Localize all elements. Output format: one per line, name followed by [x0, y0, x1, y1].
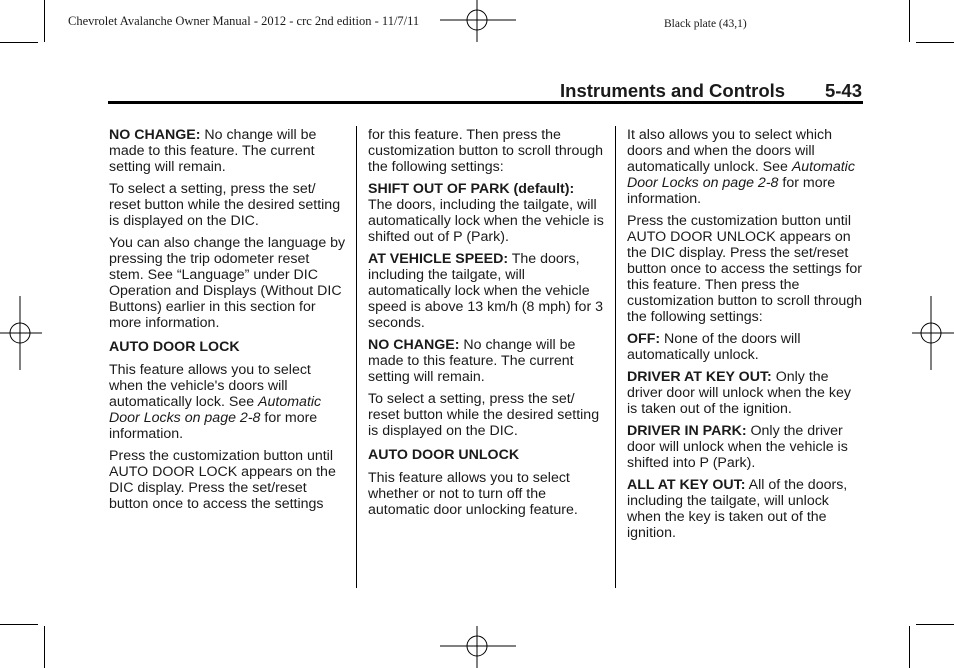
manual-info: Chevrolet Avalanche Owner Manual - 2012 - crc 2nd edition - 11/7/11	[68, 14, 420, 28]
plate-info: Black plate (43,1)	[664, 18, 747, 30]
paragraph: You can also change the language by pressing the trip odometer reset stem. See “Language” under DIC Operation and Displays (Without DIC Buttons) earlier in this section for more information.	[109, 235, 346, 331]
paragraph: SHIFT OUT OF PARK (default): The doors, including the tailgate, will automatically lock when the vehicle is shifted out of P (Park).	[368, 181, 608, 245]
cross-reference-link[interactable]: Automatic Door Locks on page 2-8	[109, 394, 322, 426]
paragraph: NO CHANGE: No change will be made to this feature. The current setting will remain.	[368, 337, 576, 385]
paragraph: DRIVER AT KEY OUT: Only the driver door will unlock when the key is taken out of the ignition.	[627, 369, 851, 417]
subheading-auto-door-lock: AUTO DOOR LOCK	[109, 339, 240, 355]
paragraph: DRIVER IN PARK: Only the driver door will unlock when the vehicle is shifted into P (Park).	[627, 423, 848, 471]
registration-mark-bottom-icon	[440, 626, 516, 668]
subheading-auto-door-unlock: AUTO DOOR UNLOCK	[368, 447, 520, 463]
page-number: 5-43	[824, 80, 862, 101]
setting-label: NO CHANGE:	[109, 127, 201, 143]
setting-label: AT VEHICLE SPEED:	[368, 251, 509, 267]
registration-mark-right-icon	[912, 296, 954, 370]
section-title: Instruments and Controls	[560, 80, 786, 101]
cross-reference-link[interactable]: Automatic Door Locks on page 2-8	[627, 159, 855, 191]
registration-mark-top-icon	[440, 0, 516, 42]
setting-label: OFF:	[627, 331, 661, 347]
section-heading	[560, 80, 862, 102]
paragraph: Press the customization button until AUTO DOOR LOCK appears on the DIC display. Press the set/reset button once to access the settings	[109, 448, 336, 512]
paragraph: AT VEHICLE SPEED: The doors, including the tailgate, will automatically lock when the vehicle speed is above 13 km/h (8 mph) for 3 seconds.	[368, 251, 604, 331]
paragraph: ALL AT KEY OUT: All of the doors, including the tailgate, will unlock when the key is taken out of the ignition.	[627, 477, 848, 541]
column-divider-2	[615, 126, 616, 588]
header-rule	[108, 101, 863, 104]
paragraph: Press the customization button until AUTO DOOR UNLOCK appears on the DIC display. Press the set/reset button once to access the settings for this feature. Then press the customization button to scroll through the following settings:	[627, 213, 863, 325]
paragraph: OFF: None of the doors will automatically unlock.	[627, 331, 801, 363]
column-divider-1	[356, 126, 357, 588]
setting-label: NO CHANGE:	[368, 337, 460, 353]
paragraph: This feature allows you to select when the vehicle's doors will automatically lock. See Automatic Door Locks on page 2-8 for more information.	[109, 362, 322, 442]
setting-label: SHIFT OUT OF PARK (default):	[368, 181, 575, 197]
column-1	[109, 127, 347, 518]
paragraph: It also allows you to select which doors and when the doors will automatically unlock. See Automatic Door Locks on page 2-8 for more information.	[627, 127, 855, 207]
setting-label: ALL AT KEY OUT:	[627, 477, 746, 493]
paragraph: To select a setting, press the set/ reset button while the desired setting is displayed on the DIC.	[109, 181, 341, 229]
paragraph: NO CHANGE: No change will be made to this feature. The current setting will remain.	[109, 127, 317, 175]
column-3	[627, 127, 865, 547]
paragraph: for this feature. Then press the customization button to scroll through the following settings:	[368, 127, 604, 175]
column-2	[368, 127, 608, 524]
setting-label: DRIVER AT KEY OUT:	[627, 369, 772, 385]
setting-label: DRIVER IN PARK:	[627, 423, 747, 439]
paragraph: To select a setting, press the set/ reset button while the desired setting is displayed on the DIC.	[368, 391, 600, 439]
paragraph: This feature allows you to select whether or not to turn off the automatic door unlocking feature.	[368, 470, 578, 518]
registration-mark-left-icon	[0, 296, 42, 370]
